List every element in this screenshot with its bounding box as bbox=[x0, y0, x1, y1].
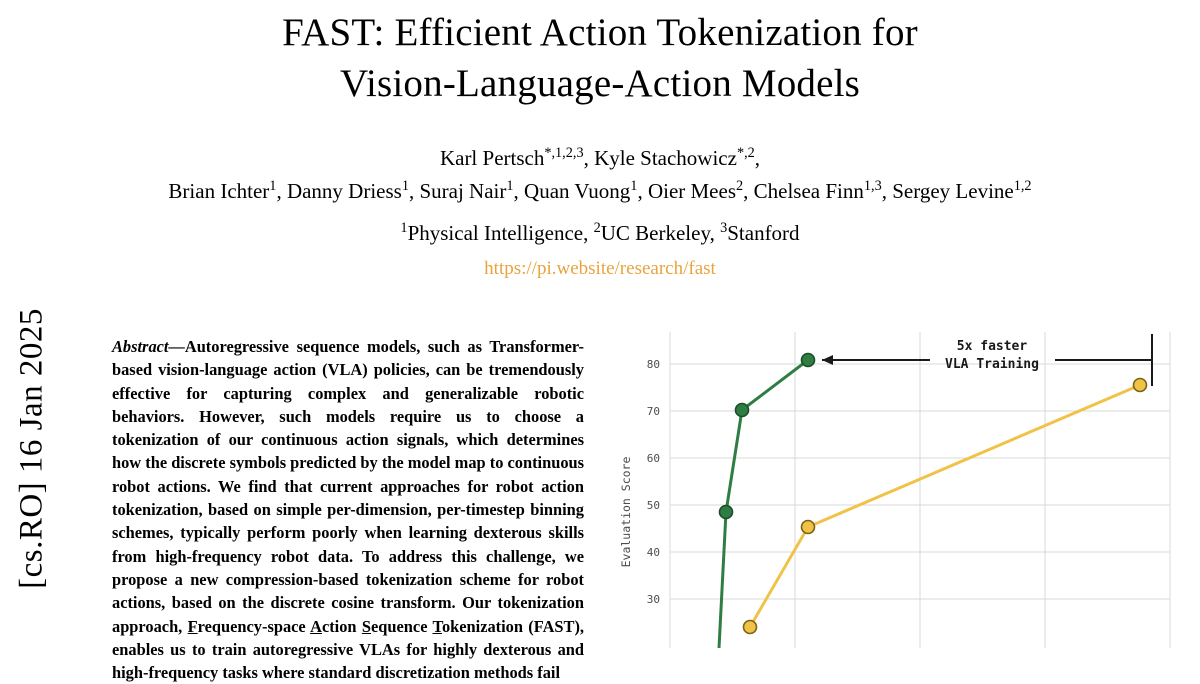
author-affiliation-marker: *,2 bbox=[736, 145, 755, 161]
annotation-line-1: 5x faster bbox=[956, 339, 1028, 354]
author-affiliation-marker: 1 bbox=[506, 177, 514, 194]
abstract-heading: Abstract— bbox=[112, 337, 185, 356]
abstract-underline-a: A bbox=[310, 616, 322, 636]
affiliation-name: Physical Intelligence, bbox=[407, 221, 589, 245]
affiliation-marker: 2 bbox=[593, 220, 601, 236]
author-name: Kyle Stachowicz bbox=[594, 146, 737, 170]
abstract-body-d: okenization (FAST), enables us to train autoregressive VLAs for highly dexterous and high-frequency tasks where standard discretization methods fail bbox=[112, 616, 585, 683]
author-name: Karl Pertsch bbox=[439, 146, 545, 170]
abstract-underline-s: S bbox=[361, 616, 372, 636]
author-list bbox=[0, 142, 1200, 207]
affiliation-name: Stanford bbox=[727, 221, 800, 245]
title-block bbox=[0, 8, 1200, 109]
author-affiliation-marker: 1 bbox=[269, 177, 277, 194]
chart-y-tick-labels bbox=[647, 358, 660, 606]
author-affiliation-marker: 1,3 bbox=[863, 177, 882, 194]
y-tick-label: 50 bbox=[646, 499, 660, 512]
author-name: Brian Ichter bbox=[168, 178, 270, 203]
author-affiliation-marker: *,1,2,3 bbox=[544, 145, 584, 161]
author-line-2: Brian Ichter$^1$, Danny Driess$^1$, Suraj Nair$^1$, Quan Vuong$^1$, Oier Mees$^2$, Chelsea Finn$^{1,3}$, Sergey Levine$^{1,2}$ bbox=[168, 177, 1032, 203]
annotation-line-2: VLA Training bbox=[945, 357, 1039, 372]
arxiv-stamp-text: [cs.RO] 16 Jan 2025 bbox=[13, 308, 50, 589]
author-name: Sergey Levine bbox=[892, 178, 1014, 203]
page-title bbox=[0, 8, 1200, 109]
author-name: Chelsea Finn bbox=[753, 178, 864, 203]
project-website-link[interactable]: https://pi.website/research/fast bbox=[484, 258, 716, 279]
title-line-2: Vision-Language-Action Models bbox=[339, 61, 861, 105]
author-affiliation-marker: 2 bbox=[736, 177, 744, 194]
abstract-underline-f: F bbox=[187, 616, 198, 636]
abstract-body-a: requency-space bbox=[197, 616, 311, 636]
author-name: Quan Vuong bbox=[524, 178, 631, 203]
abstract-body-1: Autoregressive sequence models, such as Transformer-based vision-language action (VLA) policies, can be tremendously effective for capturing complex and generalizable robotic behaviors. However, such models require us to choose a tokenization of our continuous action signals, which determines how the discrete symbols predicted by the model map to continuous robot actions. We find that current approaches for robot action tokenization, based on simple per-dimension, per-timestep binning schemes, typically perform poorly when learning dexterous skills from high-frequency robot data. To address this challenge, we propose a new compression-based tokenization scheme for robot actions, based on the discrete cosine transform. Our tokenization approach, bbox=[112, 337, 585, 636]
y-tick-label: 70 bbox=[646, 405, 660, 418]
affiliation-name: UC Berkeley, bbox=[600, 221, 715, 245]
arxiv-stamp bbox=[14, 299, 51, 599]
author-name: Oier Mees bbox=[647, 178, 736, 203]
abstract-body-c: equence bbox=[371, 616, 433, 636]
author-affiliation-marker: 1 bbox=[401, 177, 409, 194]
affiliation-marker: 3 bbox=[720, 220, 728, 236]
affiliation-marker: 1 bbox=[400, 220, 408, 236]
author-line-1: Karl Pertsch$^{*,1,2,3}$, Kyle Stachowicz$^{*,2}$, bbox=[439, 145, 761, 170]
y-tick-label: 40 bbox=[646, 546, 660, 559]
abstract-paragraph bbox=[112, 335, 584, 684]
teaser-figure bbox=[600, 322, 1200, 648]
abstract-body-b: ction bbox=[321, 616, 362, 636]
affiliation-line bbox=[0, 221, 1200, 246]
y-tick-label: 30 bbox=[646, 593, 660, 606]
y-tick-label: 60 bbox=[646, 452, 660, 465]
y-tick-label: 80 bbox=[646, 358, 660, 371]
title-line-1: FAST: Efficient Action Tokenization for bbox=[282, 11, 918, 54]
author-affiliation-marker: 1 bbox=[630, 177, 638, 194]
author-name: Danny Driess bbox=[286, 178, 402, 203]
author-affiliation-marker: 1,2 bbox=[1013, 177, 1032, 194]
author-name: Suraj Nair bbox=[419, 178, 507, 203]
y-axis-title: Evaluation Score bbox=[619, 456, 633, 568]
evaluation-score-chart bbox=[600, 322, 1200, 648]
abstract-underline-t: T bbox=[432, 616, 442, 636]
